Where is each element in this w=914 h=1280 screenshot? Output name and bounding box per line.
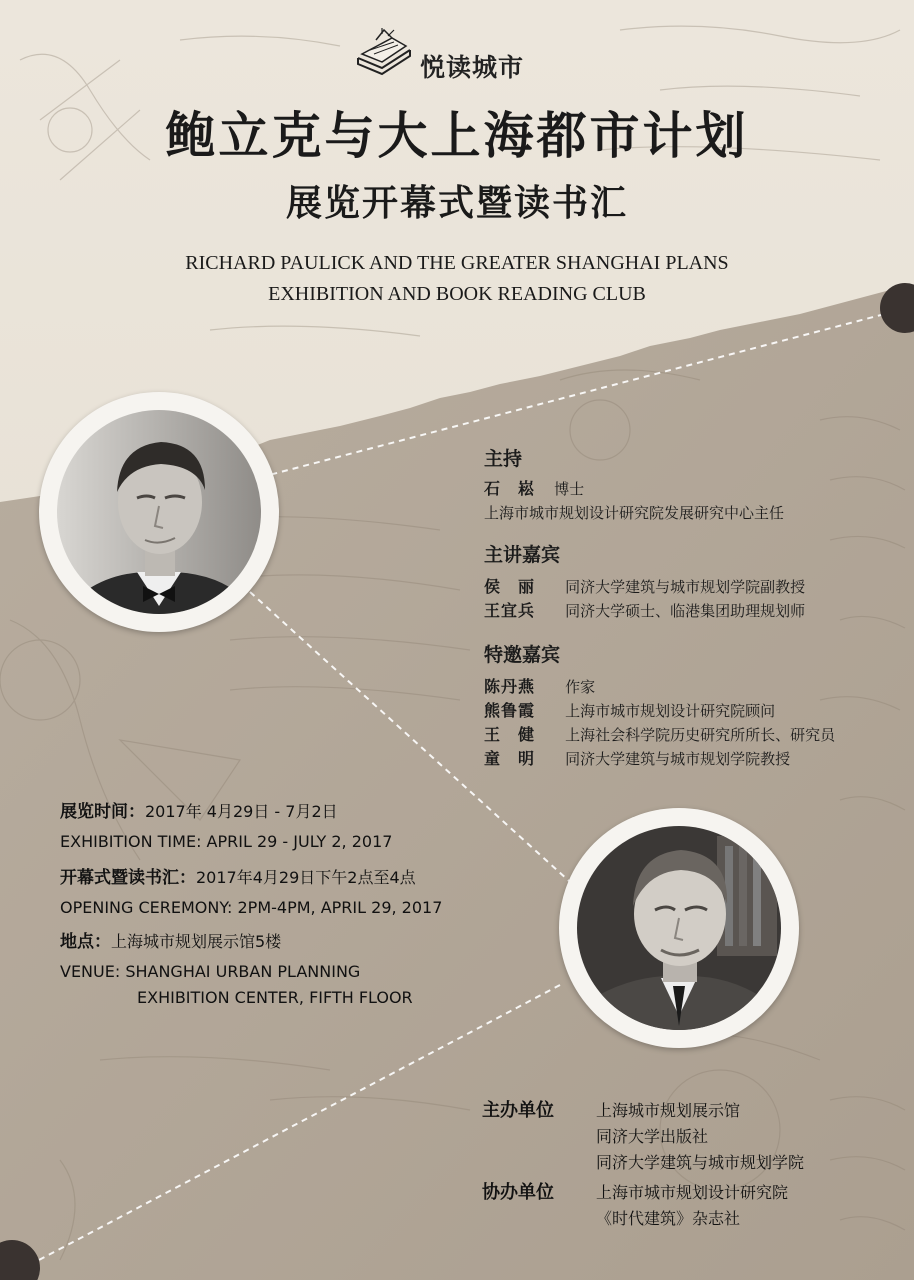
- exhibition-time-label: 展览时间：: [60, 802, 145, 822]
- guest-row: [484, 724, 835, 746]
- host-name: 石 崧: [484, 479, 536, 498]
- opening-ceremony-english: OPENING CEREMONY: 2PM-4PM, APRIL 29, 2017: [60, 898, 443, 917]
- host-title: 博士: [554, 480, 585, 498]
- guest-name: 熊鲁霞: [484, 701, 536, 720]
- guest-role: 同济大学建筑与城市规划学院教授: [565, 750, 791, 768]
- opening-ceremony: [60, 866, 416, 890]
- exhibition-time-english: EXHIBITION TIME: APRIL 29 - JULY 2, 2017: [60, 832, 393, 851]
- speaker-row: [484, 576, 805, 598]
- portrait-richard-paulick: [39, 392, 279, 632]
- speaker-role: 同济大学建筑与城市规划学院副教授: [565, 578, 806, 596]
- guest-name: 王 健: [484, 725, 536, 744]
- guest-row: [484, 748, 790, 770]
- brand-name: 悦读城市: [420, 53, 525, 82]
- host-row: [484, 478, 584, 500]
- organizer-item: 同济大学出版社: [596, 1127, 709, 1146]
- venue-label: 地点：: [60, 932, 111, 952]
- venue-english-line1: VENUE: SHANGHAI URBAN PLANNING: [60, 962, 361, 981]
- speaker-row: [484, 600, 805, 622]
- organizer-item: 同济大学建筑与城市规划学院: [596, 1153, 805, 1172]
- guest-row: [484, 676, 595, 698]
- speaker-name: 王宜兵: [484, 601, 536, 620]
- portrait-photo: [577, 826, 781, 1030]
- guests-heading: 特邀嘉宾: [484, 644, 561, 666]
- guest-role: 上海社会科学院历史研究所所长、研究员: [565, 726, 836, 744]
- guest-name: 陈丹燕: [484, 677, 536, 696]
- opening-ceremony-value: 2017年4月29日下午2点至4点: [196, 868, 416, 887]
- guest-name: 童 明: [484, 749, 536, 768]
- speaker-name: 侯 丽: [484, 577, 536, 596]
- portrait-photo: [57, 410, 261, 614]
- speakers-heading: 主讲嘉宾: [484, 544, 561, 566]
- co-organizer-item: 上海市城市规划设计研究院: [596, 1183, 789, 1202]
- organizer-label: 主办单位: [482, 1100, 554, 1121]
- host-role: 上海市城市规划设计研究院发展研究中心主任: [484, 504, 785, 522]
- title-english-line1: RICHARD PAULICK AND THE GREATER SHANGHAI PLANS: [185, 252, 729, 274]
- organizer-item: 上海城市规划展示馆: [596, 1101, 741, 1120]
- subtitle-chinese: 展览开幕式暨读书汇: [285, 183, 628, 224]
- portrait-speaker-two: [559, 808, 799, 1048]
- guest-role: 上海市城市规划设计研究院顾问: [565, 702, 776, 720]
- co-organizer-label: 协办单位: [482, 1182, 554, 1203]
- venue-value: 上海城市规划展示馆5楼: [111, 932, 282, 951]
- host-heading: 主持: [484, 448, 523, 470]
- exhibition-time-value: 2017年 4月29日 - 7月2日: [145, 802, 338, 821]
- opening-ceremony-label: 开幕式暨读书汇：: [60, 868, 196, 888]
- venue: [60, 930, 281, 954]
- venue-english-line2: EXHIBITION CENTER, FIFTH FLOOR: [137, 988, 413, 1007]
- co-organizer-item: 《时代建筑》杂志社: [596, 1209, 741, 1228]
- guest-role: 作家: [565, 678, 596, 696]
- exhibition-time: [60, 800, 338, 824]
- open-book-logo-icon: [352, 24, 416, 84]
- speaker-role: 同济大学硕士、临港集团助理规划师: [565, 602, 806, 620]
- title-english-line2: EXHIBITION AND BOOK READING CLUB: [268, 283, 646, 305]
- guest-row: [484, 700, 775, 722]
- title-chinese: 鲍立克与大上海都市计划: [165, 107, 749, 165]
